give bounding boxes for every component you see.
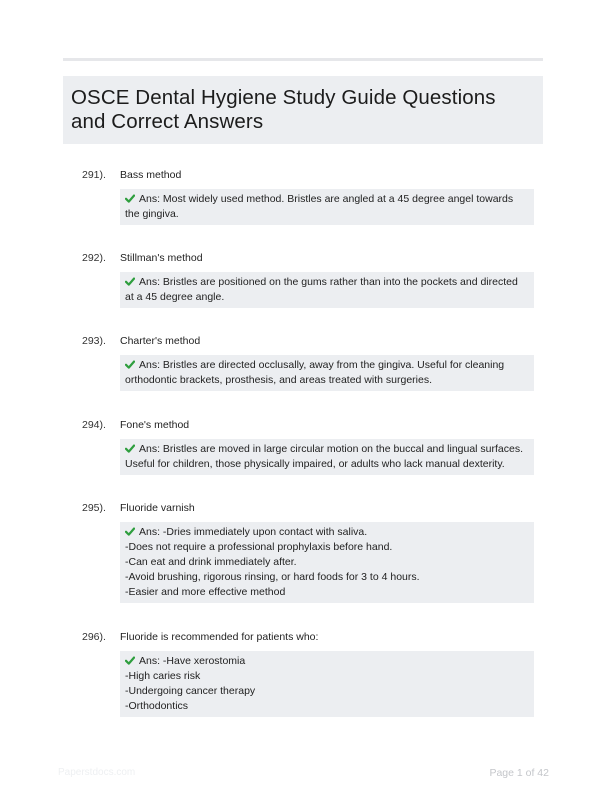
question-text: Charter's method (120, 335, 201, 347)
answer-line: -Does not require a professional prophylaxis before hand. (125, 541, 393, 553)
answer-line: Ans: -Have xerostomia (125, 654, 529, 669)
check-icon (125, 527, 135, 536)
check-icon (125, 360, 135, 369)
question-text: Stillman's method (120, 252, 203, 264)
question-number: 291). (82, 169, 106, 181)
question-text: Fone's method (120, 419, 190, 431)
answer-line: the gingiva. (125, 208, 179, 220)
answer-line: -Can eat and drink immediately after. (125, 556, 297, 568)
answer-box (120, 651, 534, 717)
question-number: 296). (82, 631, 106, 643)
answer-line: -High caries risk (125, 670, 201, 682)
check-icon (125, 277, 135, 286)
answer-line: orthodontic brackets, prosthesis, and areas treated with surgeries. (125, 374, 432, 386)
question-number: 295). (82, 502, 106, 514)
check-icon (125, 656, 135, 665)
answer-line: Ans: Most widely used method. Bristles are angled at a 45 degree angel towards (125, 192, 529, 207)
question-number: 294). (82, 419, 106, 431)
question-number: 293). (82, 335, 106, 347)
question-number: 292). (82, 252, 106, 264)
answer-box (120, 272, 534, 308)
title-banner (63, 76, 543, 144)
question-text: Fluoride varnish (120, 502, 195, 514)
answer-line: at a 45 degree angle. (125, 291, 225, 303)
answer-line: -Easier and more effective method (125, 586, 286, 598)
answer-line: Ans: Bristles are directed occlusally, away from the gingiva. Useful for cleaning (125, 358, 529, 373)
answer-box (120, 189, 534, 225)
answer-line: -Undergoing cancer therapy (125, 685, 256, 697)
page-number: Page 1 of 42 (489, 767, 549, 779)
question-text: Fluoride is recommended for patients who: (120, 631, 319, 643)
answer-line: Ans: Bristles are positioned on the gums rather than into the pockets and directed (125, 275, 529, 290)
answer-line: Ans: Bristles are moved in large circular motion on the buccal and lingual surfaces. (125, 442, 529, 457)
check-icon (125, 194, 135, 203)
answer-line: Useful for children, those physically impaired, or adults who lack manual dexterity. (125, 458, 505, 470)
page-title: OSCE Dental Hygiene Study Guide Questions and Correct Answers (71, 86, 496, 133)
answer-box (120, 522, 534, 603)
answer-line: -Avoid brushing, rigorous rinsing, or hard foods for 3 to 4 hours. (125, 571, 420, 583)
answer-box (120, 439, 534, 475)
top-divider (63, 58, 543, 61)
answer-box (120, 355, 534, 391)
footer-site-watermark: Paperstdocs.com (58, 767, 136, 778)
answer-line: -Orthodontics (125, 700, 189, 712)
check-icon (125, 444, 135, 453)
answer-line: Ans: -Dries immediately upon contact with saliva. (125, 525, 529, 540)
question-text: Bass method (120, 169, 182, 181)
